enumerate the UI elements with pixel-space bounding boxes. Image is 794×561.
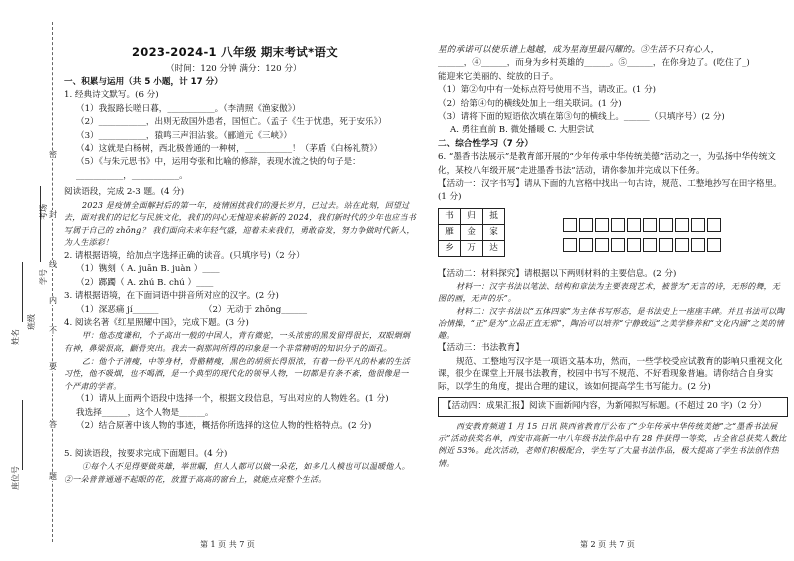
activity-3-text: 规范、工整地写汉字是一项语文基本功，然而，一些学校受应试教育的影响只重视文化课，很少在课堂上开展书法教育，校园中书写不规范、不好看现象普遍。请你结合自身实际，以学生的角度，提出合理的建议，该如何提高学生书写能力。(2 分)	[438, 356, 783, 392]
q5-continued: 星的承诺可以使乐谱上越越，成为星海里最闪耀的。③生活不只有心人，	[438, 45, 720, 55]
activity-1-body	[438, 208, 788, 268]
grid-char: 金	[461, 224, 483, 240]
section-heading: 二、综合性学习（7 分）	[438, 138, 533, 149]
q4-passage-b: 乙：他个子清瘦，中等身材，骨骼精瘦，黑色的胡须长得很浓，有着一份平凡的朴素的生活习性，他不吸烟，也不喝酒，是一个典型的现代化的领导人物，一切都是有条不紊，他很像是一个严肃的学者。	[64, 356, 410, 391]
question-3: 3. 请根据语境，在下面词语中拼音所对应的汉字。(2 分)	[64, 291, 279, 302]
q4-sub: （1）请从上面两个语段中选择一个，根据文段信息，写出对应的人物姓名。(1 分)	[76, 394, 389, 405]
q5-continued: ______，④______，而身为乡村英雄的______。⑤______，在你身边了。(吃住了_)	[438, 58, 750, 69]
q5-options: A. 勇往直前 B. 微处播暖 C. 大胆尝试	[450, 125, 594, 136]
grid-char: 雁	[439, 224, 461, 240]
question-1: 1. 经典诗文默写。(6 分)	[64, 90, 159, 101]
grid-char: 书	[439, 208, 461, 224]
q2-option: （2）踯躅（ A. zhú B. chú ）____	[76, 277, 214, 288]
news-passage: 西安教育频道 1 月 15 日讯 陕西省教育厅公布了“少年传承中华传统美德”之“墨香书法展示”活动获奖名单，西安市高新一中八年级书法作品中有 28 件获得一等奖，占全省总获奖人数比例近 53%。此次活动，老师们积极配合，学生写了大量书法作品，极大提高了学生书法创作热情。	[438, 421, 787, 468]
seal-char: 内	[49, 296, 57, 305]
seal-char: 线	[49, 260, 57, 269]
q2-option: （1）镌刻（ A. juān B. juàn ）____	[76, 264, 220, 275]
field-name-line	[22, 262, 23, 322]
q1-line: （4）这就是白杨树，西北极普通的一种树，___________！（茅盾《白杨礼赞》）	[76, 144, 383, 155]
q4-passage-a: 甲：他态度谦和，个子高出一般的中国人，背有微驼，一头浓密的黑发留得很长，双眼炯炯有神，鼻梁很高，颧骨突出。我去一刹那间所得的印象是一个非常精明的知识分子的面孔。	[64, 331, 410, 354]
seal-char: 题	[49, 472, 57, 481]
q5-passage: ①每个人不见得要做英雄，举世瞩，但人人都可以做一朵花，如多几人模也可以温暖他人。②一朵普普通通不起眼的花，放置于高高的窗台上，就能点亮整个生活。	[64, 462, 410, 484]
activity-4-box	[438, 397, 788, 416]
q1-line: （5）《与朱元思书》中，运用夸张和比喻的修辞，表现水流之快的句子是：___________，___________。	[76, 157, 361, 181]
activity-3: 【活动三：书法教育】	[438, 343, 524, 354]
seal-char: 密	[49, 150, 57, 159]
grid-char: 家	[483, 224, 505, 240]
field-seat-line	[22, 400, 23, 470]
seal-char: 不	[49, 326, 57, 335]
binding-margin	[0, 0, 72, 561]
q5-sub: （1）第②句中有一处标点符号使用不当，请改正。(1 分)	[438, 85, 657, 96]
seal-char: 封	[49, 210, 57, 219]
activity-2: 【活动二：材料探究】请根据以下两则材料的主要信息。(2 分)	[438, 268, 677, 279]
q3-option: （1）深恶痛 jí______	[76, 304, 159, 315]
exam-subtitle: （时间：120 分钟 满分：120 分）	[166, 64, 302, 74]
seal-char: 要	[49, 362, 57, 371]
q1-line: （1）我报路长嗟日暮，___________。（李清照《渔家傲》）	[76, 103, 301, 114]
reading-passage: 2023 是疫情全面解封后的第一年，疫情困扰我们的漫长岁月，已过去。站在此刻，回望过去，面对我们的记忆与民族文化，我们的问心无愧迎来崭新的 2024，我们新时代的少年也应当书写属于自己的 zhōng？ 我们面向未来年轻气盛，迎着未来我们，勇敢奋发，努力争做时代新人，为人生添彩！	[64, 200, 416, 248]
q3-options	[64, 304, 416, 317]
right-page	[438, 44, 788, 468]
q5-continued: 能迎来它美丽的、绽放的日子。	[438, 71, 559, 82]
field-id-line	[40, 186, 41, 262]
field-name: 姓名	[11, 329, 20, 345]
reading-intro: 阅读语段，完成 2-3 题。(4 分)	[64, 187, 185, 198]
seal-line	[52, 22, 53, 542]
seal-char: 答	[49, 420, 57, 429]
question-6: 6. “墨香书法展示”是教育部开展的“少年传承中华传统美德”活动之一，为弘扬中华传统文化，某校八年级开展“走进墨香书法”活动，请你参加并完成以下任务。	[438, 152, 776, 176]
activity-1: 【活动一：汉字书写】请从下面的九宫格中找出一句古诗，规范、工整地抄写在田字格里。(1 分)	[438, 179, 782, 203]
question-5: 5. 阅读语段，按要求完成下面题目。(4 分)	[64, 448, 228, 459]
page-title: 2023-2024-1 八年级 期末考试*语文	[132, 45, 338, 59]
page-number-left: 第 1 页 共 7 页	[200, 540, 255, 549]
q4-sub: （2）结合原著中该人物的事迹，概括你所选择的这位人物的性格特点。(2 分)	[76, 421, 372, 432]
grid-char: 乡	[439, 240, 461, 256]
field-id: 学号	[39, 269, 48, 285]
page-number-right: 第 2 页 共 7 页	[580, 540, 635, 549]
material-1: 材料一：汉字书法以笔法、结构和章法为主要表现艺术，被誉为“无言的诗，无形的舞，无图的画，无声的乐”。	[438, 282, 781, 304]
q1-line: （2）___________，出则无敌国外患者，国恒亡。（孟子《生于忧患，死于安乐》）	[76, 117, 387, 128]
section-heading: 一、积累与运用（共 5 小题，计 17 分）	[64, 77, 223, 87]
grid-char: 达	[483, 240, 505, 256]
grid-char: 归	[461, 208, 483, 224]
nine-grid	[438, 208, 505, 257]
q1-line: （3）___________，猿鸣三声泪沾裳。（郦道元《三峡》）	[76, 130, 293, 141]
q4-answer: 我选择______，这个人物是______。	[76, 407, 214, 418]
left-page	[64, 76, 416, 487]
grid-char: 万	[461, 240, 483, 256]
question-2: 2. 请根据语境，给加点字选择正确的读音。(只填序号)（2 分）	[64, 251, 305, 262]
field-room: 考场	[39, 204, 48, 220]
grid-char: 抵	[483, 208, 505, 224]
q3-option: （2）无动于 zhōng______	[203, 304, 308, 315]
field-seat: 座位号	[11, 466, 20, 490]
field-class: 班级	[27, 314, 36, 330]
q5-sub: （2）给第④句的横线处加上一组关联词。(1 分)	[438, 98, 622, 109]
activity-4: 【活动四：成果汇报】阅读下面新闻内容，为新闻拟写标题。(不超过 20 字)（2 分）	[443, 401, 767, 412]
q5-sub: （3）请将下面的短语依次填在第③句的横线上。______（只填序号）(2 分)	[438, 112, 725, 123]
material-2: 材料二：汉字书法以“五体四家”为主体书写形态，是书法史上一座座丰碑。并且书法可以陶冶情操，“正”是为“立品正直无邪”，陶冶可以培养“宁静致远”之美学修养和“文化内涵”之美的情趣。	[438, 306, 785, 341]
question-4: 4. 阅读名著《红星照耀中国》，完成下题。(3 分)	[64, 318, 249, 329]
